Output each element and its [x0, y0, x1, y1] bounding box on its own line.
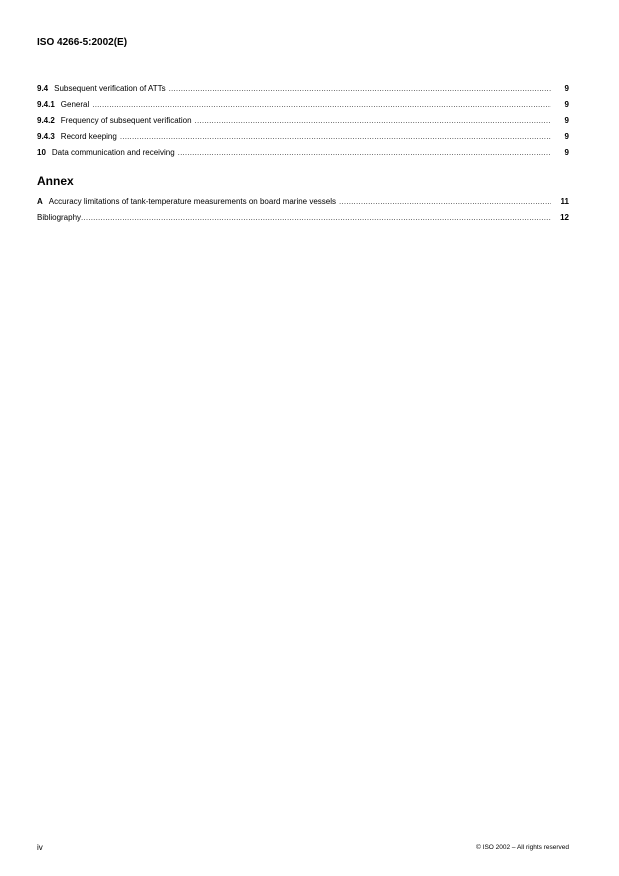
toc-title: Accuracy limitations of tank-temperature measurements on board marine vessels	[48, 197, 337, 206]
copyright: © ISO 2002 – All rights reserved	[476, 844, 569, 851]
toc-entry[interactable]	[37, 148, 569, 164]
toc-page: 9	[564, 148, 569, 157]
annex-heading: Annex	[37, 174, 74, 188]
toc-number: 9.4.1	[37, 100, 55, 109]
toc-entry[interactable]	[37, 100, 569, 116]
dot-leader	[169, 84, 551, 93]
toc-title: Frequency of subsequent verification	[60, 116, 192, 125]
toc-entry[interactable]	[37, 84, 569, 100]
toc-entry[interactable]	[37, 213, 569, 229]
page-number: iv	[37, 843, 43, 852]
dot-leader	[120, 132, 551, 141]
toc-page: 9	[564, 132, 569, 141]
dot-leader	[81, 213, 551, 222]
toc-number: 9.4.2	[37, 116, 55, 125]
toc-entry[interactable]	[37, 197, 569, 213]
toc-page: 9	[564, 100, 569, 109]
toc-page: 9	[564, 84, 569, 93]
toc-number: A	[37, 197, 43, 206]
toc-page: 11	[560, 197, 569, 206]
toc-title: Subsequent verification of ATTs	[54, 84, 166, 93]
document-header: ISO 4266-5:2002(E)	[37, 37, 128, 48]
toc-title: Data communication and receiving	[51, 148, 175, 157]
dot-leader	[178, 148, 551, 157]
dot-leader	[195, 116, 551, 125]
dot-leader	[92, 100, 551, 109]
dot-leader	[339, 197, 551, 206]
toc-number: 9.4	[37, 84, 49, 93]
toc-entry[interactable]	[37, 132, 569, 148]
toc-title: Bibliography	[37, 213, 82, 222]
toc-title: General	[60, 100, 90, 109]
toc-entry[interactable]	[37, 116, 569, 132]
annex-list	[37, 197, 569, 229]
toc-page: 12	[560, 213, 569, 222]
table-of-contents	[37, 84, 569, 164]
toc-title: Record keeping	[60, 132, 117, 141]
toc-number: 10	[37, 148, 46, 157]
toc-number: 9.4.3	[37, 132, 55, 141]
toc-page: 9	[564, 116, 569, 125]
